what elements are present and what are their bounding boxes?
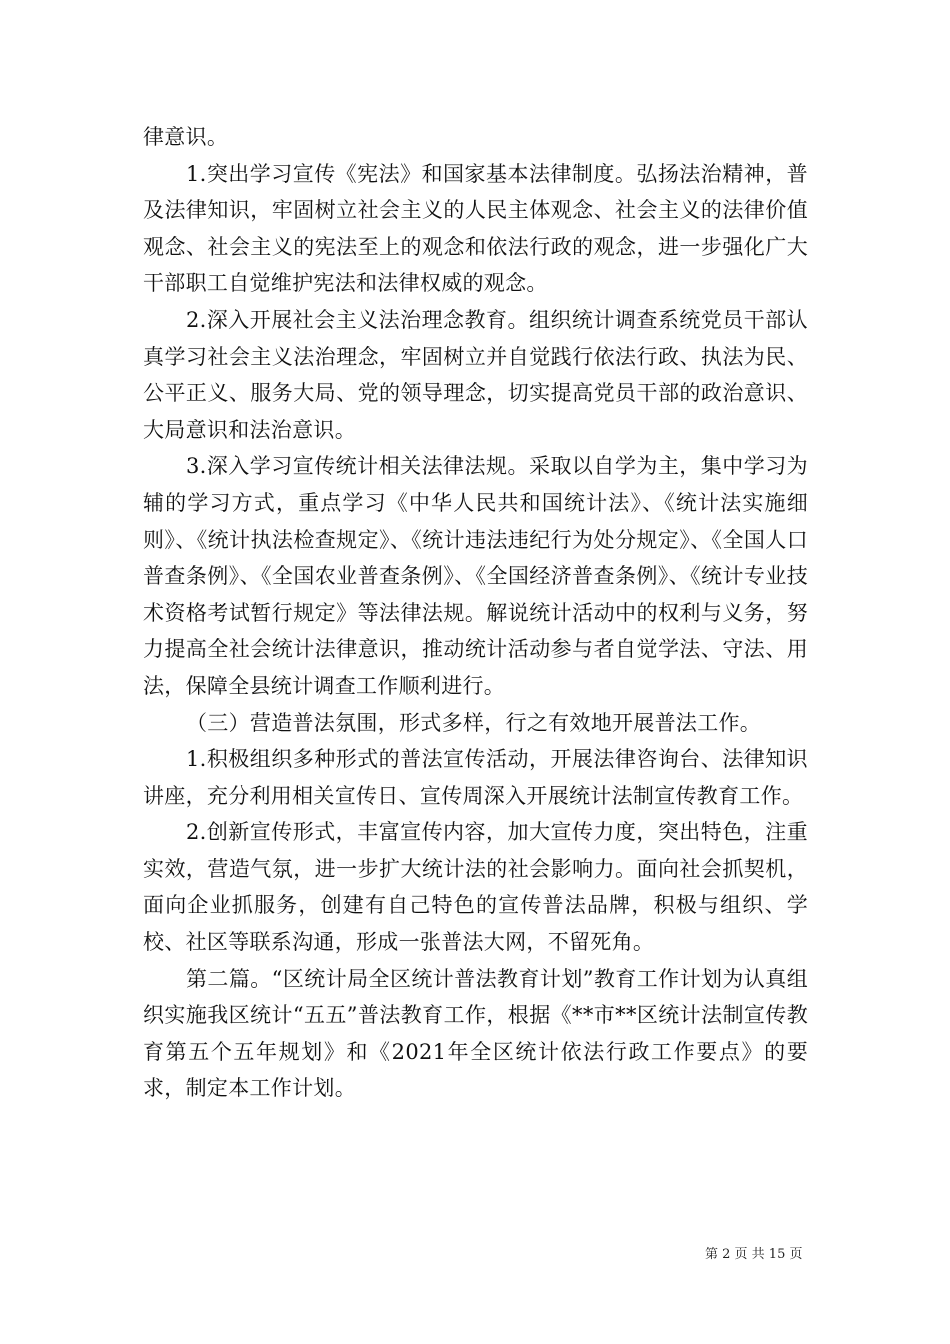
- paragraph-6: 1.积极组织多种形式的普法宣传活动，开展法律咨询台、法律知识讲座，充分利用相关宣传日、宣传周深入开展统计法制宣传教育工作。: [143, 747, 808, 808]
- paragraph-5: （三）营造普法氛围，形式多样，行之有效地开展普法工作。: [186, 710, 762, 735]
- paragraph-7: 2.创新宣传形式，丰富宣传内容，加大宣传力度，突出特色，注重实效，营造气氛，进一步扩大统计法的社会影响力。面向社会抓契机，面向企业抓服务，创建有自己特色的宣传普法品牌，积极与组织、学校、社区等联系沟通，形成一张普法大网，不留死角。: [143, 820, 808, 955]
- paragraph-3: 2.深入开展社会主义法治理念教育。组织统计调查系统党员干部认真学习社会主义法治理念，牢固树立并自觉践行依法行政、执法为民、公平正义、服务大局、党的领导理念，切实提高党员干部的政治意识、大局意识和法治意识。: [143, 307, 808, 442]
- paragraph-8: 第二篇。“区统计局全区统计普法教育计划”教育工作计划为认真组织实施我区统计“五五”普法教育工作，根据《**市**区统计法制宣传教育第五个五年规划》和《2021年全区统计依法行政工作要点》的要求，制定本工作计划。: [143, 966, 808, 1101]
- paragraph-1: 律意识。: [143, 125, 229, 149]
- document-body: [143, 119, 808, 1107]
- paragraph-4: 3.深入学习宣传统计相关法律法规。采取以自学为主，集中学习为辅的学习方式，重点学习《中华人民共和国统计法》、《统计法实施细则》、《统计执法检查规定》、《统计违法违纪行为处分规定》、《全国人口普查条例》、《全国农业普查条例》、《全国经济普查条例》、《统计专业技术资格考试暂行规定》等法律法规。解说统计活动中的权利与义务，努力提高全社会统计法律意识，推动统计活动参与者自觉学法、守法、用法，保障全县统计调查工作顺利进行。: [143, 454, 808, 698]
- page-number-footer: 第 2 页 共 15 页: [705, 1247, 803, 1262]
- paragraph-2: 1.突出学习宣传《宪法》和国家基本法律制度。弘扬法治精神，普及法律知识，牢固树立社会主义的人民主体观念、社会主义的法律价值观念、社会主义的宪法至上的观念和依法行政的观念，进一步强化广大干部职工自觉维护宪法和法律权威的观念。: [143, 161, 808, 296]
